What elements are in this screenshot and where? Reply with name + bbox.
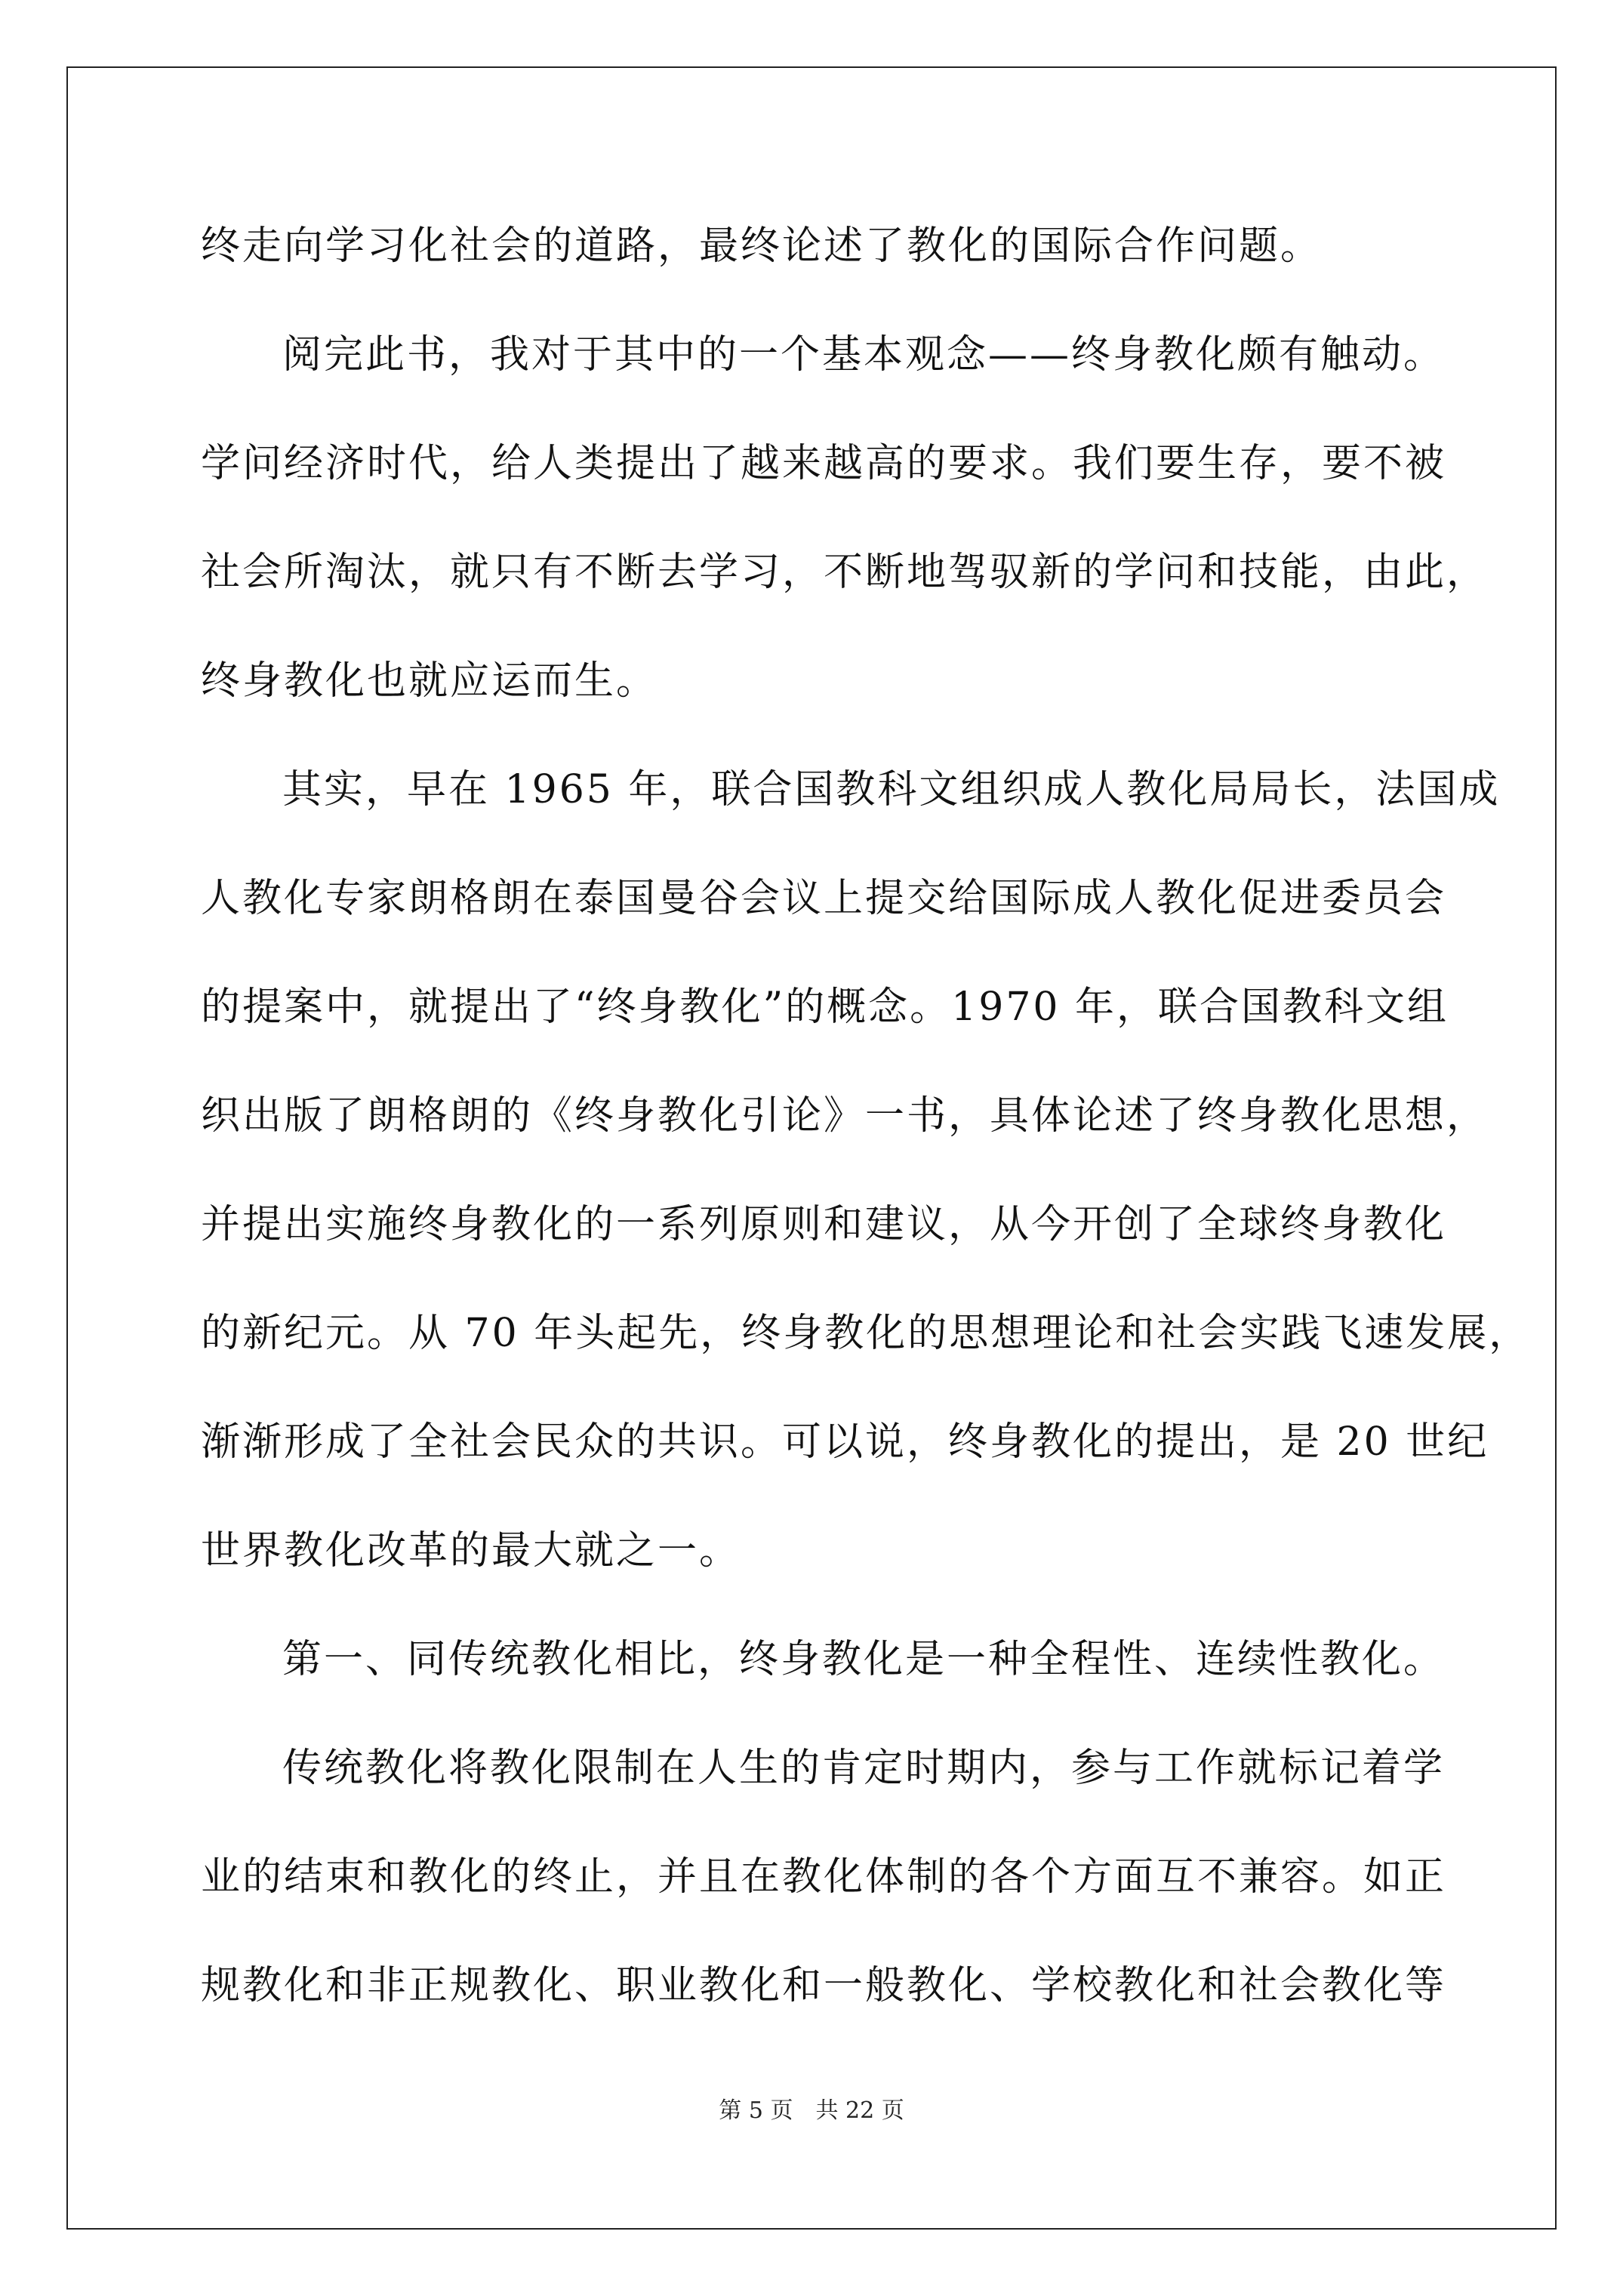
text-line-2: 阅完此书，我对于其中的一个基本观念——终身教化颇有触动。 [282, 332, 1446, 378]
text-line-12: 渐渐形成了全社会民众的共识。可以说，终身教化的提出，是 20 世纪 [201, 1419, 1489, 1465]
text-line-5: 终身教化也就应运而生。 [201, 658, 658, 704]
text-line-16: 业的结束和教化的终止，并且在教化体制的各个方面互不兼容。如正 [201, 1854, 1447, 1900]
text-line-8: 的提案中，就提出了“终身教化”的概念。1970 年，联合国教科文组 [201, 985, 1449, 1030]
page-number: 第 5 页 共 22 页 [719, 2097, 904, 2124]
text-line-9: 织出版了朗格朗的《终身教化引论》一书，具体论述了终身教化思想， [201, 1093, 1489, 1139]
text-line-14: 第一、同传统教化相比，终身教化是一种全程性、连续性教化。 [282, 1637, 1446, 1682]
text-line-13: 世界教化改革的最大就之一。 [201, 1528, 741, 1573]
text-line-4: 社会所淘汰，就只有不断去学习，不断地驾驭新的学问和技能，由此， [201, 550, 1489, 595]
text-line-1: 终走向学习化社会的道路，最终论述了教化的国际合作问题。 [201, 223, 1323, 269]
text-line-17: 规教化和非正规教化、职业教化和一般教化、学校教化和社会教化等 [201, 1963, 1447, 2008]
text-line-10: 并提出实施终身教化的一系列原则和建议，从今开创了全球终身教化 [201, 1202, 1447, 1247]
text-line-7: 人教化专家朗格朗在泰国曼谷会议上提交给国际成人教化促进委员会 [201, 876, 1447, 921]
text-line-6: 其实，早在 1965 年，联合国教科文组织成人教化局局长，法国成 [282, 767, 1501, 812]
text-line-11: 的新纪元。从 70 年头起先，终身教化的思想理论和社会实践飞速发展， [201, 1311, 1531, 1356]
text-line-15: 传统教化将教化限制在人生的肯定时期内，参与工作就标记着学 [282, 1746, 1446, 1791]
text-line-3: 学问经济时代，给人类提出了越来越高的要求。我们要生存，要不被 [201, 441, 1447, 486]
